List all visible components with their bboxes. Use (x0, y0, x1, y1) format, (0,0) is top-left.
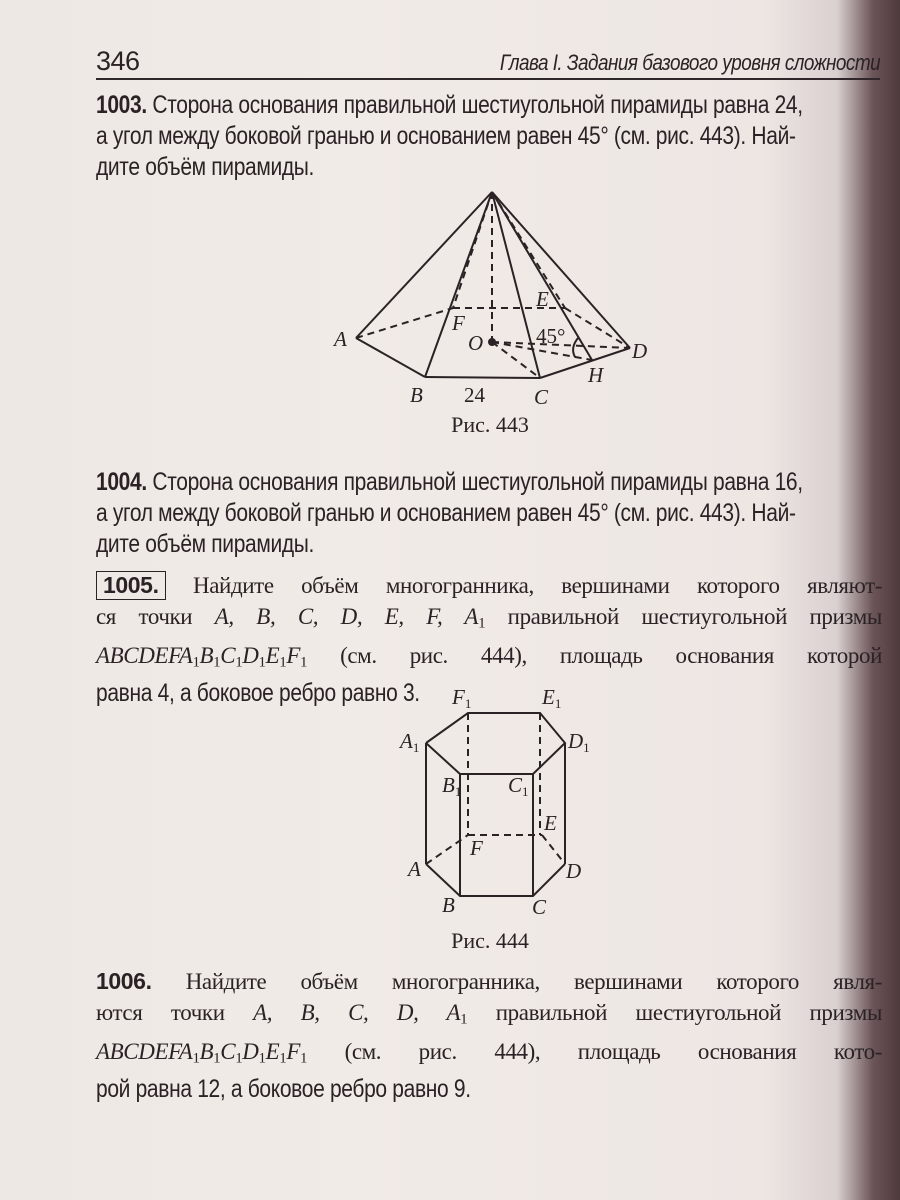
problem-line: а угол между боковой гранью и основанием равен 45° (см. рис. 443). Най- (96, 122, 796, 150)
problem-line: 1006. Найдите объём многогранника, вершинами которого явля- (96, 968, 882, 994)
problem-line: дите объём пирамиды. (96, 530, 315, 558)
label-a: A (334, 327, 347, 351)
figure-443-hexagonal-pyramid (320, 180, 660, 440)
point-list: A, B, C, D, E, F, $A_1$ (214, 604, 486, 632)
label-c1: C1 (508, 773, 529, 799)
label-f1: F1 (452, 685, 472, 711)
problem-number: 1003. (96, 91, 147, 119)
angle-label: 45° (536, 324, 566, 348)
label-c: C (532, 895, 547, 919)
chapter-title: Глава I. Задания базового уровня сложности (499, 50, 880, 75)
problem-line: а угол между боковой гранью и основанием равен 45° (см. рис. 443). Най- (96, 499, 796, 527)
label-e: E (536, 287, 549, 311)
problem-line: рой равна 12, а боковое ребро равно 9. (96, 1075, 471, 1104)
label-c: C (534, 385, 549, 409)
problem-line: 1005. Найдите объём многогранника, вершинами которого являют- (96, 570, 882, 601)
label-a: A (408, 857, 421, 881)
side-length-label: 24 (464, 383, 485, 407)
label-e: E (544, 811, 557, 835)
pyramid-diagram (320, 180, 660, 440)
label-a1: A1 (400, 729, 420, 755)
label-e1: E1 (542, 685, 562, 711)
label-o: O (468, 331, 484, 355)
problem-1006 (96, 966, 882, 1105)
prism-name: $ABCDEFA_1B_1C_1D_1E_1F_1$ (96, 642, 308, 671)
label-b: B (442, 893, 455, 917)
problem-line: дите объём пирамиды. (96, 153, 315, 181)
page-header (96, 44, 880, 80)
problem-line: $ABCDEFA_1B_1C_1D_1E_1F_1$ (см. рис. 444), площадь основания которой (96, 642, 882, 671)
problem-number-boxed: 1005. (96, 571, 166, 600)
page-number: 346 (96, 46, 140, 76)
label-b: B (410, 383, 423, 407)
problem-1003 (96, 90, 882, 183)
problem-line: ся точки A, B, C, D, E, F, $A_1$ правильной шестиугольной призмы (96, 604, 882, 632)
figure-443-caption: Рис. 443 (451, 412, 529, 437)
problem-number: 1004. (96, 468, 147, 496)
label-d: D (632, 339, 648, 363)
label-d1: D1 (568, 729, 590, 755)
label-h: H (588, 363, 604, 387)
prism-diagram (380, 680, 620, 920)
problem-line: равна 4, а боковое ребро равно 3. (96, 679, 420, 708)
problem-line: ются точки A, B, C, D, $A_1$ правильной шестиугольной призмы (96, 1000, 882, 1028)
problem-line: 1003. Сторона основания правильной шестиугольной пирамиды равна 24, (96, 91, 803, 119)
label-f: F (452, 311, 465, 335)
figure-444-hexagonal-prism (380, 680, 620, 920)
point-list: A, B, C, D, $A_1$ (253, 1000, 468, 1028)
center-point-o (488, 338, 496, 346)
label-f: F (470, 836, 483, 860)
figure-444-caption: Рис. 444 (451, 928, 529, 953)
problem-line: $ABCDEFA_1B_1C_1D_1E_1F_1$ (см. рис. 444), площадь основания кото- (96, 1038, 882, 1067)
label-d: D (566, 859, 582, 883)
prism-name: $ABCDEFA_1B_1C_1D_1E_1F_1$ (96, 1038, 308, 1067)
problem-1004 (96, 467, 882, 560)
problem-line: 1004. Сторона основания правильной шестиугольной пирамиды равна 16, (96, 468, 803, 496)
label-b1: B1 (442, 773, 462, 799)
problem-number: 1006. (96, 968, 152, 994)
